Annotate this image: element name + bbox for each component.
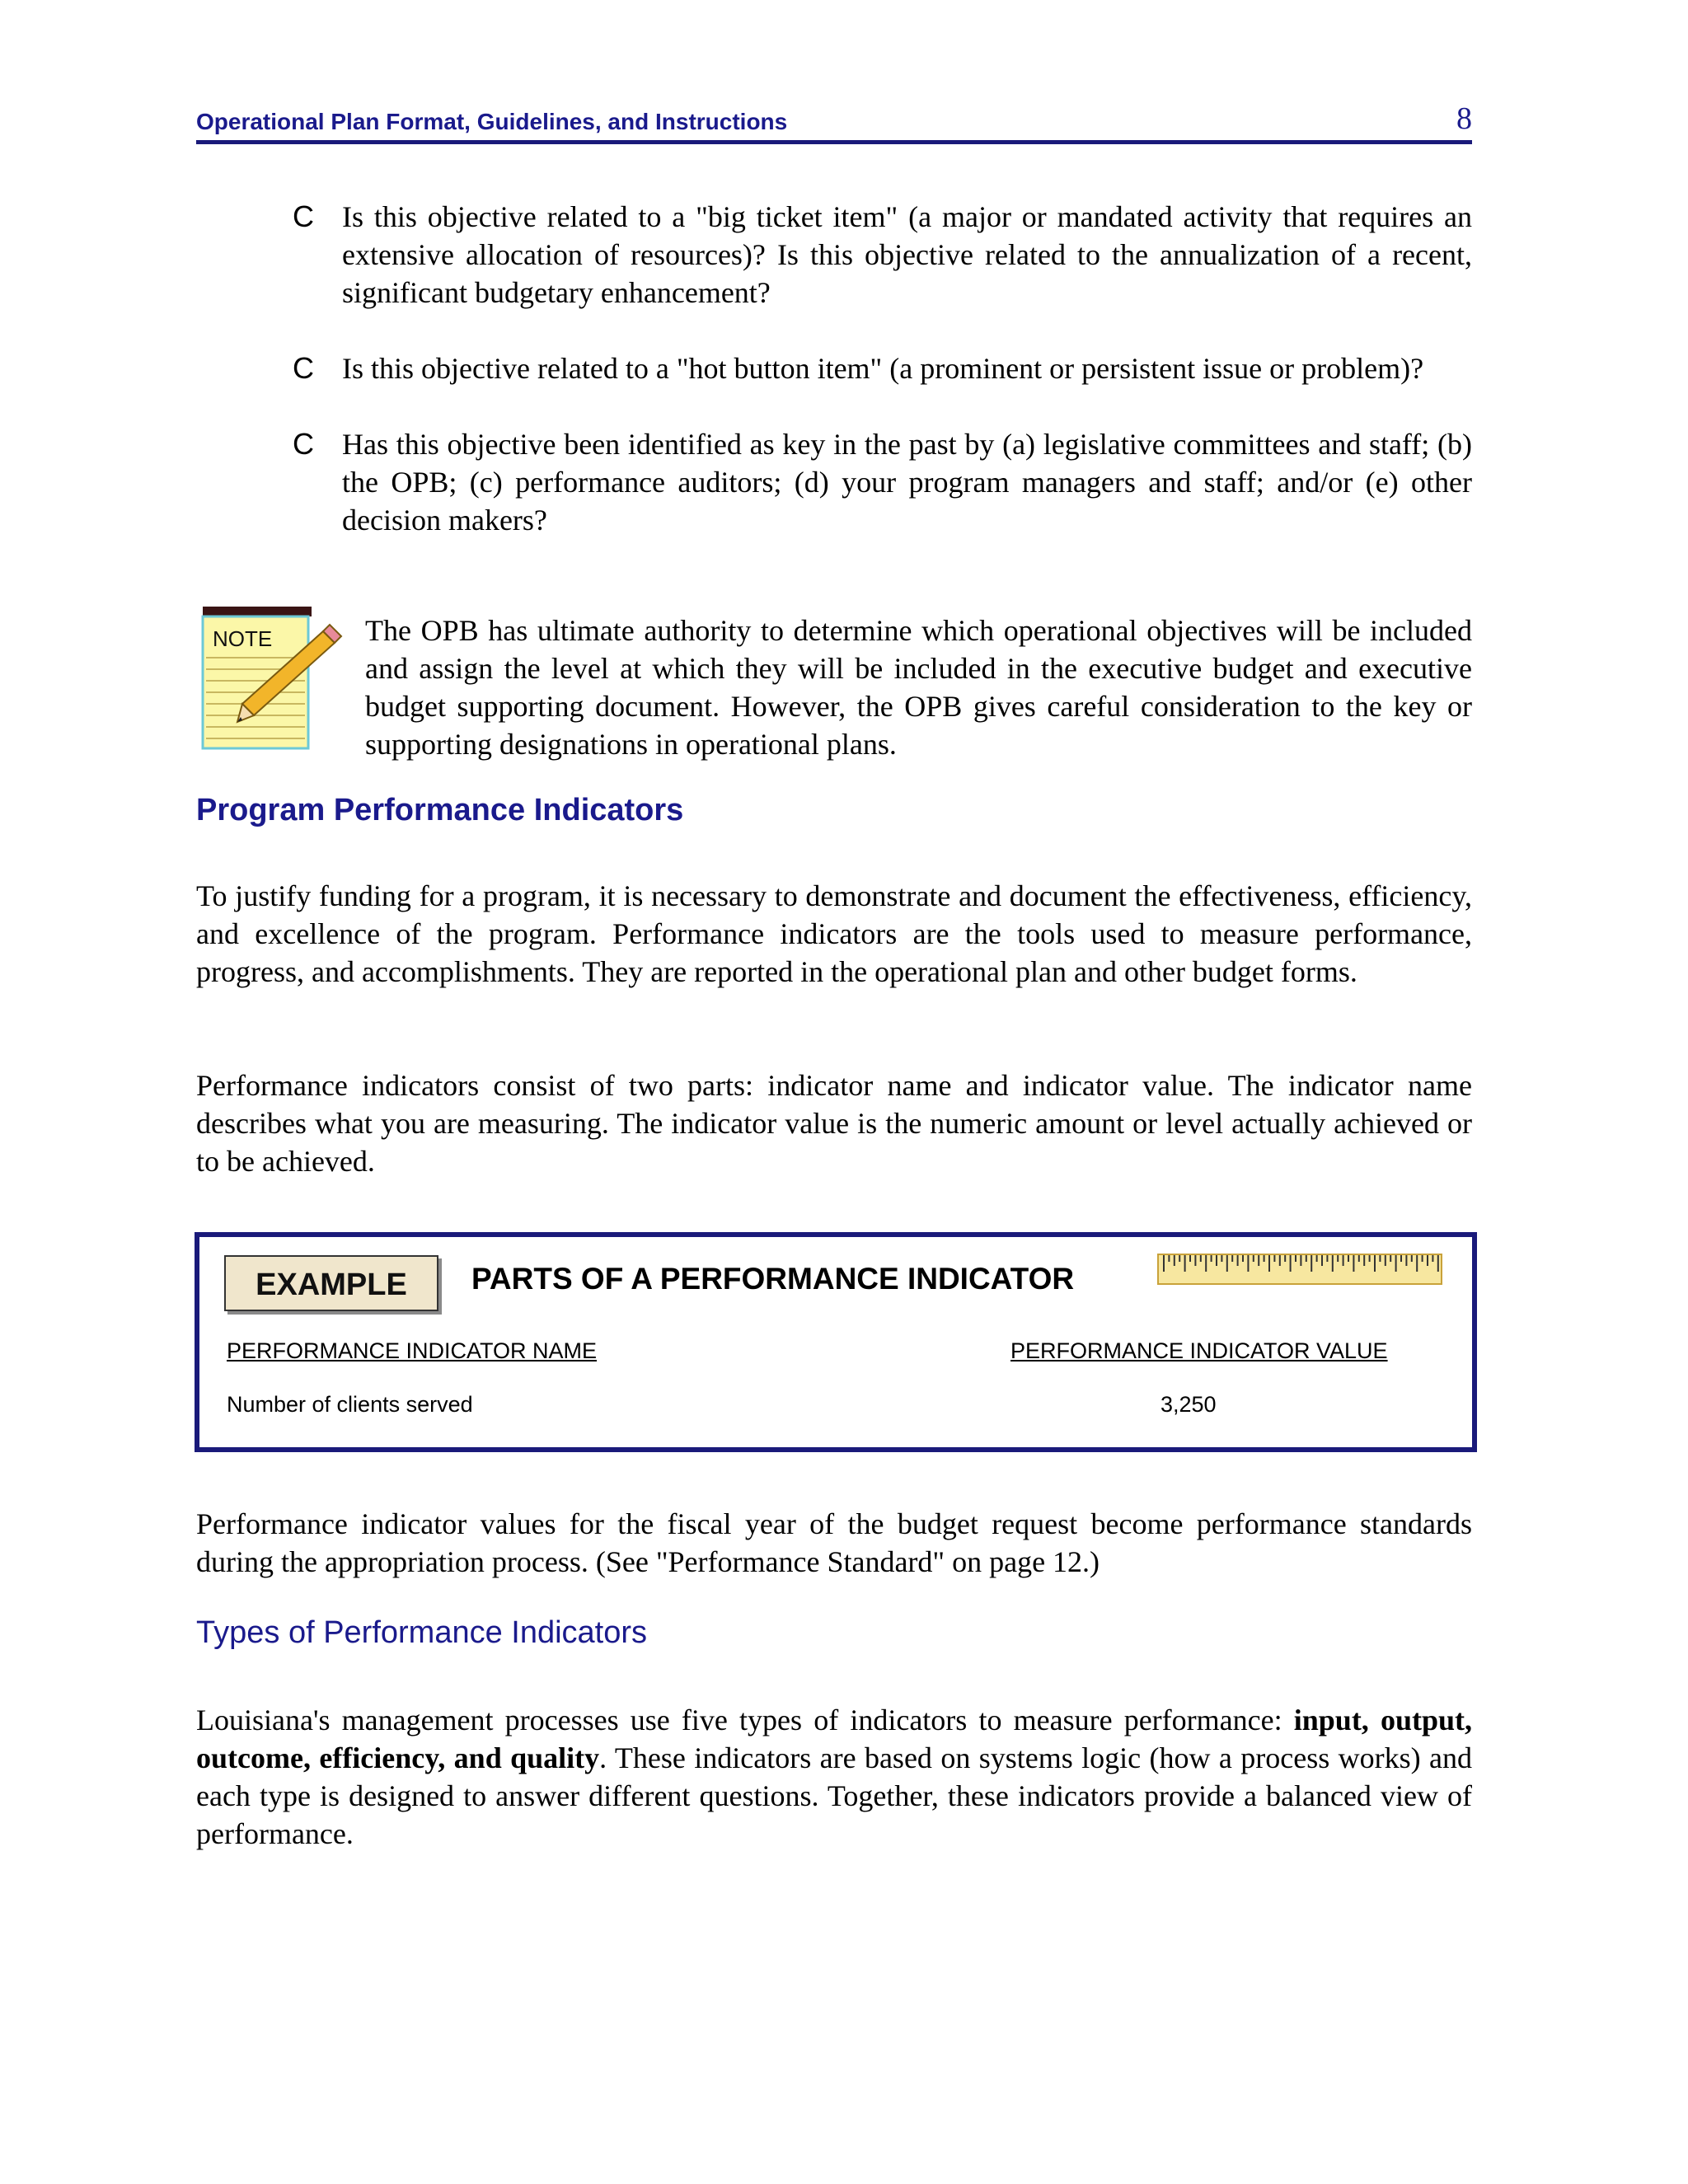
bullet-text: Is this objective related to a "big ticket item" (a major or mandated activity that requires an extensive allocation of resources)? Is this objective related to the annualization of a recent, significant budgetary enhancement? [342, 200, 1472, 309]
ruler-icon [1157, 1254, 1442, 1285]
objective-questions-list [293, 198, 1472, 577]
paragraph-indicator-parts: Performance indicators consist of two parts: indicator name and indicator value. The indicator name describes what you are measuring. The indicator value is the numeric amount or level actually achieved or to be achieved. [196, 1069, 1472, 1178]
bullet-marker: C [293, 427, 314, 461]
bullet-marker: C [293, 351, 314, 385]
indicator-value-value: 3,250 [1160, 1392, 1217, 1417]
page-header [196, 99, 1472, 144]
list-item [293, 425, 1472, 539]
paragraph-indicator-types [196, 1701, 1472, 1853]
indicator-name-value: Number of clients served [227, 1392, 473, 1417]
section-heading-program-performance-indicators: Program Performance Indicators [196, 793, 684, 827]
note-pad-icon [199, 607, 323, 751]
example-badge: EXAMPLE [224, 1255, 438, 1311]
header-title: Operational Plan Format, Guidelines, and Instructions [196, 109, 788, 134]
page-number: 8 [1456, 101, 1472, 136]
paragraph-justify-funding: To justify funding for a program, it is necessary to demonstrate and document the effectiveness, efficiency, and excellence of the program. Performance indicators are the tools used to measure performance, progress, and accomplishments. They are reported in the operational plan and other budget forms. [196, 879, 1472, 988]
example-box [195, 1232, 1477, 1452]
bullet-text: Is this objective related to a "hot button item" (a prominent or persistent issue or problem)? [342, 352, 1424, 385]
note-text: The OPB has ultimate authority to determine which operational objectives will be included and assign the level at which they will be included in the executive budget and executive budget supporting document. However, the OPB gives careful consideration to the key or supporting designations in operational plans. [365, 614, 1472, 761]
section-heading-types-of-performance-indicators: Types of Performance Indicators [196, 1615, 648, 1650]
example-title: PARTS OF A PERFORMANCE INDICATOR [471, 1262, 1075, 1296]
bullet-text: Has this objective been identified as key in the past by (a) legislative committees and staff; (b) the OPB; (c) performance auditors; (d) your program managers and staff; and/or (e) other decision makers? [342, 428, 1472, 537]
indicator-types-list: input, output, outcome, efficiency, and quality [196, 1704, 1472, 1774]
list-item [293, 198, 1472, 312]
indicator-name-header: PERFORMANCE INDICATOR NAME [227, 1338, 598, 1363]
note-pencil-illustration [199, 607, 348, 755]
indicator-types-lead: Louisiana's management processes use five types of indicators to measure performance: [196, 1704, 1294, 1736]
indicator-types-rest: . These indicators are based on systems logic (how a process works) and each type is designed to answer different questions. Together, these indicators provide a balanced view of performance. [196, 1741, 1472, 1850]
bullet-marker: C [293, 199, 314, 233]
indicator-value-header: PERFORMANCE INDICATOR VALUE [1010, 1338, 1388, 1363]
paragraph-performance-standards: Performance indicator values for the fiscal year of the budget request become performance standards during the appropriation process. (See "Performance Standard" on page 12.) [196, 1507, 1472, 1578]
list-item [293, 349, 1472, 387]
note-label: NOTE [213, 626, 273, 651]
